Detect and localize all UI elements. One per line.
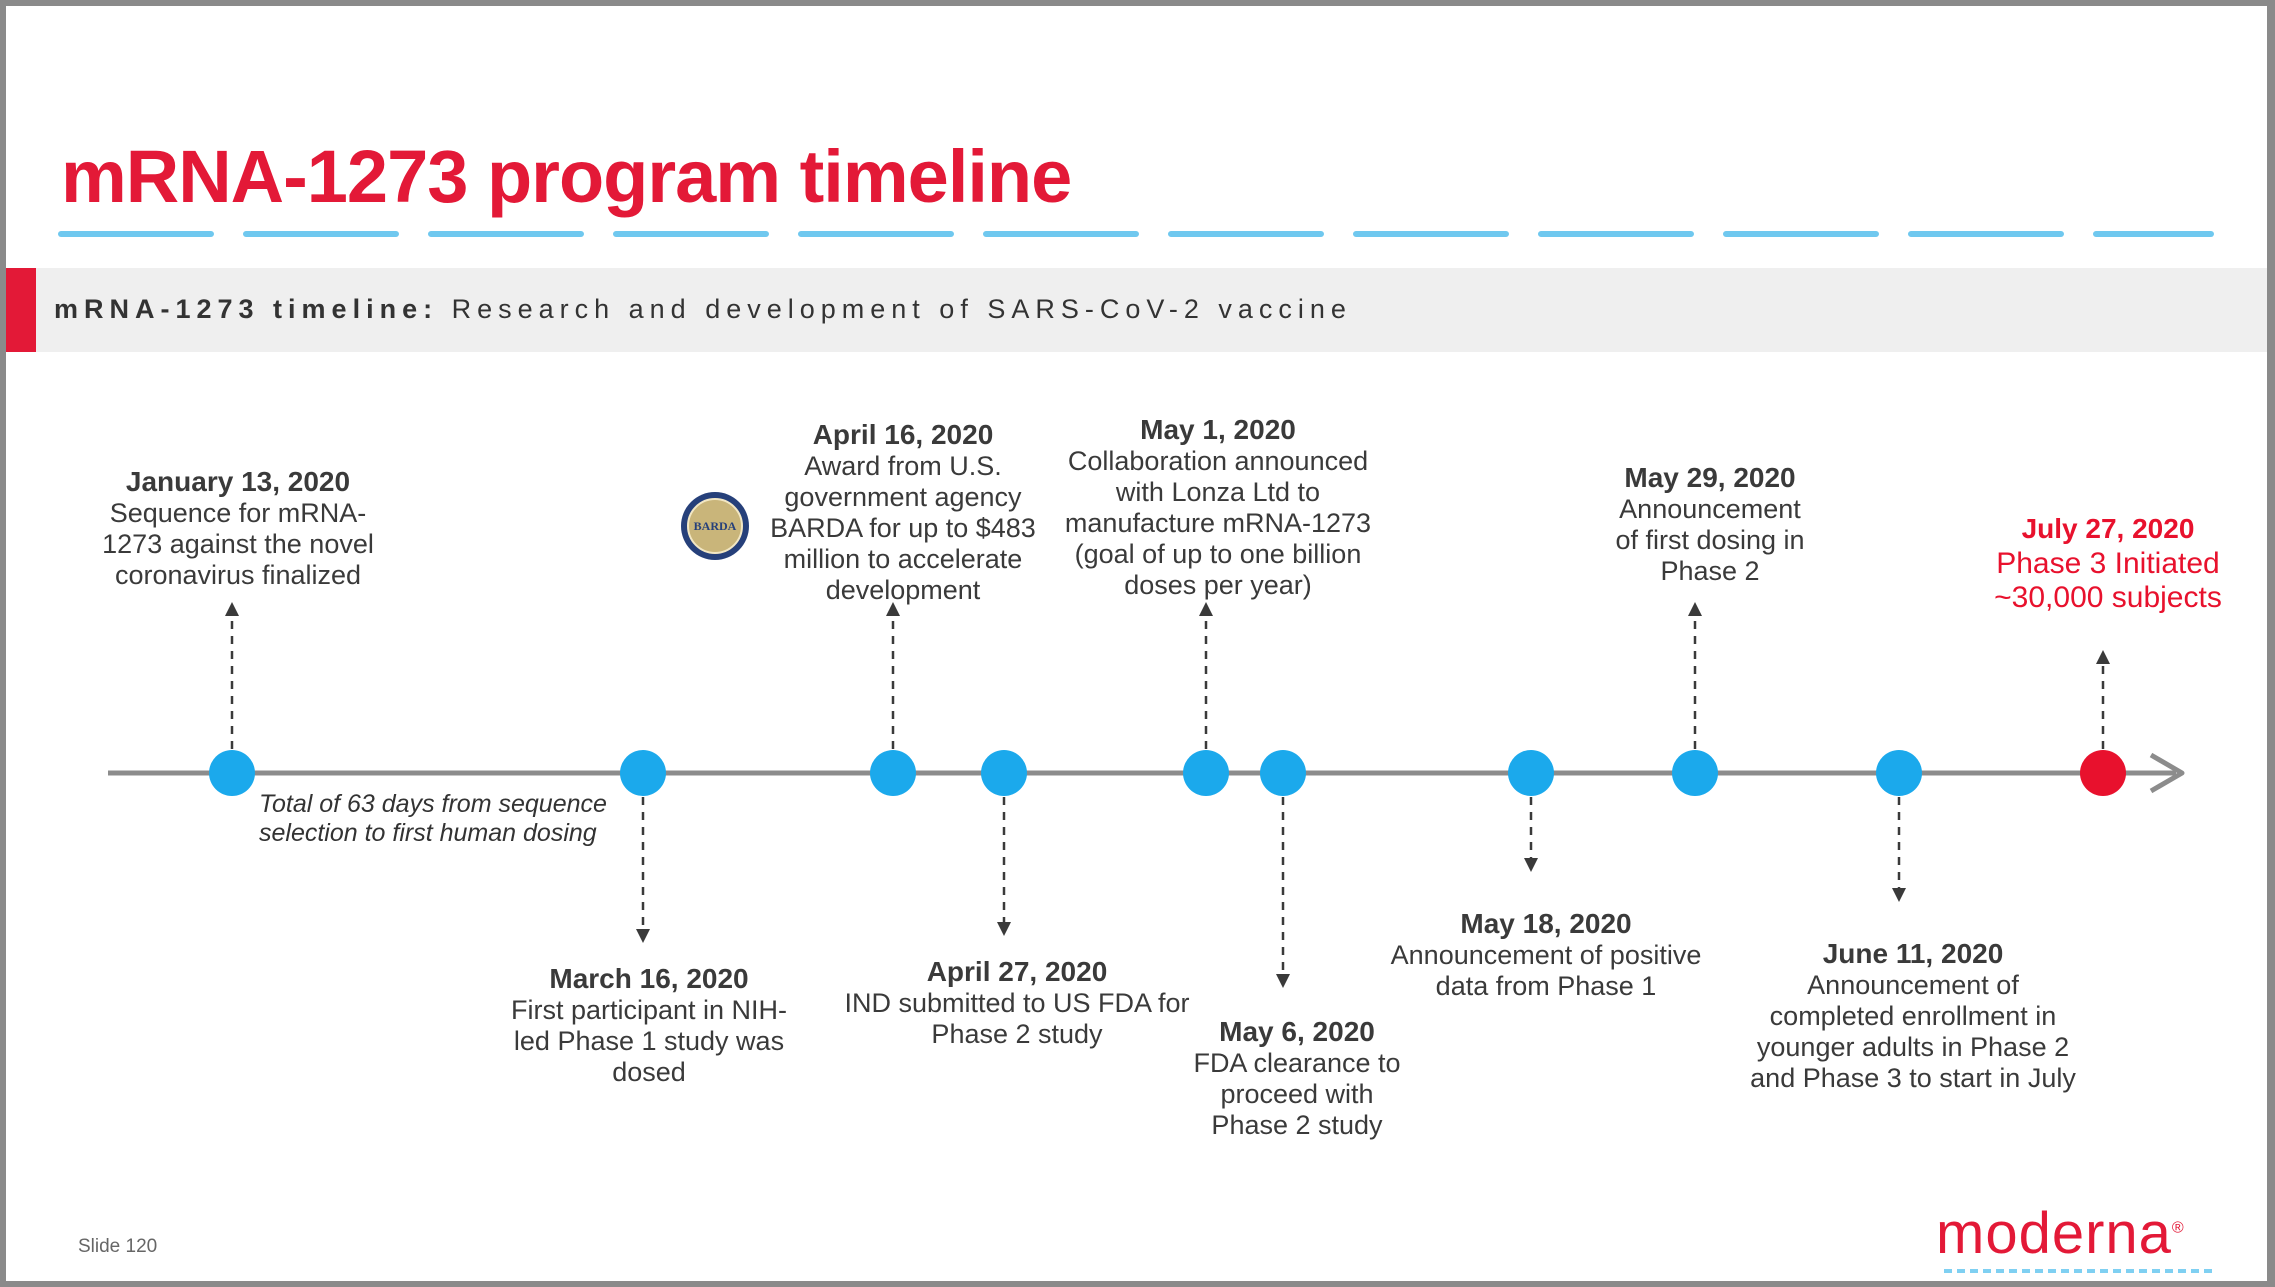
event-text: proceed with xyxy=(1220,1079,1374,1109)
arrowhead-jun11 xyxy=(1892,888,1906,902)
event-text: Phase 2 study xyxy=(1211,1110,1383,1140)
event-text: IND submitted to US FDA for xyxy=(844,988,1190,1018)
milestone-apr27 xyxy=(981,750,1027,796)
event-text: Phase 2 xyxy=(1660,556,1760,586)
event-date: April 27, 2020 xyxy=(926,956,1108,987)
event-text: 1273 against the novel xyxy=(102,529,374,559)
barda-seal-text: BARDA xyxy=(693,519,737,533)
duration-note-line: selection to first human dosing xyxy=(259,819,597,847)
event-date: May 6, 2020 xyxy=(1219,1016,1375,1047)
event-text: Collaboration announced xyxy=(1067,446,1369,476)
event-date: March 16, 2020 xyxy=(549,963,749,994)
event-date: May 29, 2020 xyxy=(1624,462,1796,493)
arrowhead-jan13 xyxy=(225,602,239,616)
arrowhead-jul27 xyxy=(2096,650,2110,664)
event-text: led Phase 1 study was xyxy=(513,1026,785,1056)
event-date: June 11, 2020 xyxy=(1822,938,2004,969)
arrowhead-apr27 xyxy=(997,922,1011,936)
event-text: million to accelerate xyxy=(783,544,1023,574)
event-text: of first dosing in xyxy=(1615,525,1805,555)
event-text: manufacture mRNA-1273 xyxy=(1064,508,1372,538)
milestone-may29 xyxy=(1672,750,1718,796)
milestone-may1 xyxy=(1183,750,1229,796)
arrowhead-may6 xyxy=(1276,974,1290,988)
moderna-logo xyxy=(1936,1200,2185,1267)
milestone-may6 xyxy=(1260,750,1306,796)
event-text: Announcement of xyxy=(1807,970,2019,1000)
event-text: dosed xyxy=(612,1057,686,1087)
event-text: data from Phase 1 xyxy=(1435,971,1657,1001)
event-may6 xyxy=(1193,1016,1400,1141)
event-mar16 xyxy=(511,963,787,1088)
event-may18 xyxy=(1391,908,1702,1002)
event-text: doses per year) xyxy=(1124,570,1312,600)
event-text: Phase 3 Initiated xyxy=(1996,547,2220,580)
event-text: ~30,000 subjects xyxy=(1994,581,2222,614)
event-may29 xyxy=(1615,462,1804,587)
registered-mark: ® xyxy=(2171,1219,2185,1237)
event-date: May 18, 2020 xyxy=(1460,908,1632,939)
duration-note-line: Total of 63 days from sequence xyxy=(259,790,607,818)
barda-seal-icon xyxy=(680,491,750,561)
event-date: July 27, 2020 xyxy=(2021,513,2195,544)
event-text: FDA clearance to xyxy=(1193,1048,1401,1078)
slide xyxy=(6,6,2267,1281)
moderna-logo-text: moderna xyxy=(1936,1201,2172,1266)
milestone-apr16 xyxy=(870,750,916,796)
slide-number: Slide 120 xyxy=(78,1236,158,1257)
event-text: government agency xyxy=(784,482,1022,512)
arrowhead-mar16 xyxy=(636,929,650,943)
milestone-jan13 xyxy=(209,750,255,796)
event-text: Phase 2 study xyxy=(931,1019,1103,1049)
event-text: younger adults in Phase 2 xyxy=(1756,1032,2070,1062)
subtitle-rest: Research and development of SARS-CoV-2 vaccine xyxy=(438,294,1352,324)
event-text: (goal of up to one billion xyxy=(1074,539,1362,569)
event-text: with Lonza Ltd to xyxy=(1115,477,1321,507)
event-text: Sequence for mRNA- xyxy=(109,498,367,528)
event-text: BARDA for up to $483 xyxy=(770,513,1036,543)
event-text: Announcement xyxy=(1619,494,1801,524)
event-jun11 xyxy=(1750,938,2076,1094)
arrowhead-may29 xyxy=(1688,602,1702,616)
arrowhead-may1 xyxy=(1199,602,1213,616)
event-text: Award from U.S. xyxy=(804,451,1002,481)
event-jan13 xyxy=(102,466,374,591)
milestone-mar16 xyxy=(620,750,666,796)
event-text: development xyxy=(825,575,981,605)
milestone-jun11 xyxy=(1876,750,1922,796)
event-text: completed enrollment in xyxy=(1769,1001,2057,1031)
arrowhead-may18 xyxy=(1524,858,1538,872)
event-date: January 13, 2020 xyxy=(125,466,351,497)
event-may1 xyxy=(1065,414,1371,601)
subtitle-bold: mRNA-1273 timeline: xyxy=(54,294,439,324)
event-text: coronavirus finalized xyxy=(114,560,362,590)
event-date: May 1, 2020 xyxy=(1140,414,1296,445)
event-text: and Phase 3 to start in July xyxy=(1750,1063,2076,1093)
event-jul27 xyxy=(1994,512,2222,615)
event-text: Announcement of positive xyxy=(1390,940,1702,970)
event-text: First participant in NIH- xyxy=(510,995,788,1025)
event-apr16 xyxy=(770,419,1036,606)
logo-underline xyxy=(1944,1269,2212,1273)
duration-note xyxy=(259,790,607,848)
event-apr27 xyxy=(844,956,1189,1050)
event-date: April 16, 2020 xyxy=(812,419,994,450)
page-title: mRNA-1273 program timeline xyxy=(61,135,1072,218)
milestone-jul27 xyxy=(2080,750,2126,796)
milestone-may18 xyxy=(1508,750,1554,796)
